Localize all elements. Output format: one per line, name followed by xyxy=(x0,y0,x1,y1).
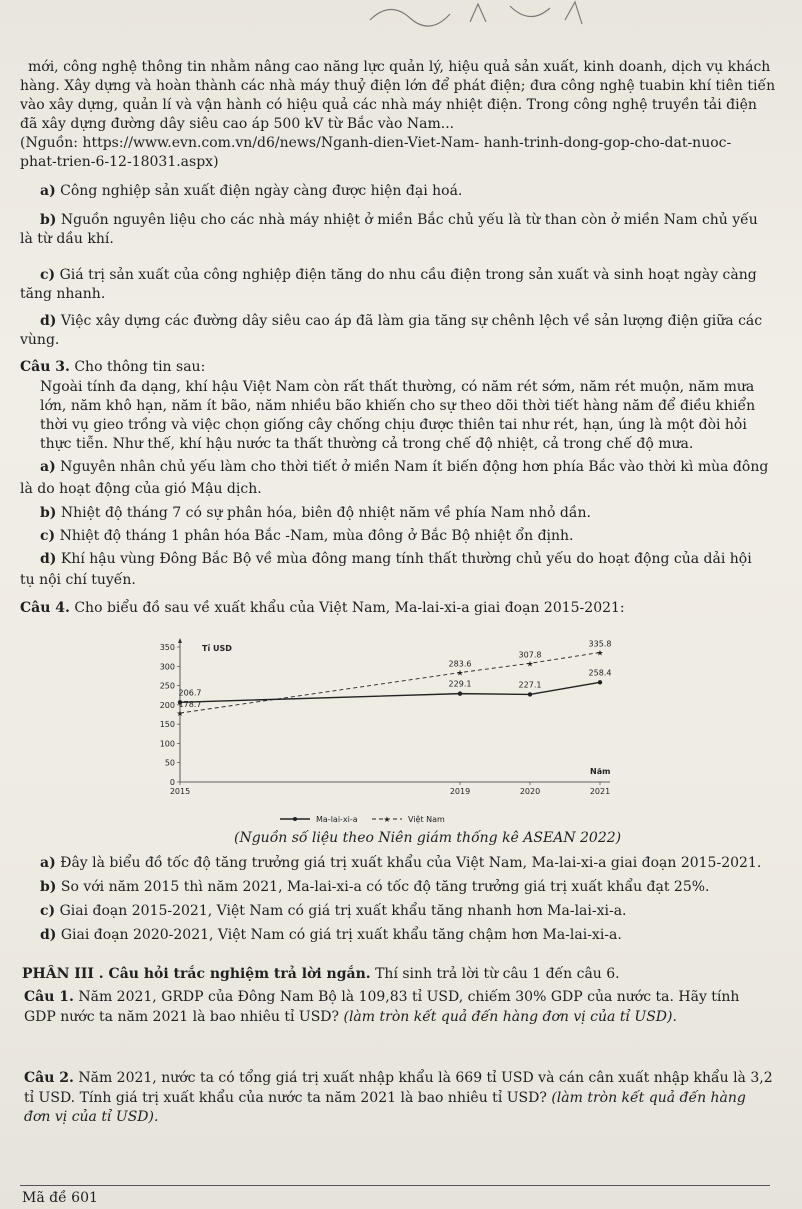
y-axis-title: Tỉ USD xyxy=(202,644,232,653)
q2-option-c-cont: tăng nhanh. xyxy=(20,286,106,302)
q4-option-b: b) So với năm 2015 thì năm 2021, Ma-lai-xi-a có tốc độ tăng trưởng giá trị xuất khẩu đạt 25%. xyxy=(40,879,710,895)
y-tick-label: 50 xyxy=(164,758,175,768)
q3-text-2: lớn, năm khô hạn, năm ít bão, năm nhiều bão khiến cho sự theo dõi thời tiết hàng năm để điều khiển xyxy=(40,398,756,414)
export-line-chart xyxy=(150,632,630,832)
y-tick-label: 150 xyxy=(159,720,175,730)
q3-option-d-cont: tụ nội chí tuyến. xyxy=(20,572,136,588)
data-label: 283.6 xyxy=(448,659,472,669)
q4-title: Câu 4. Cho biểu đồ sau về xuất khẩu của Việt Nam, Ma-lai-xi-a giai đoạn 2015-2021: xyxy=(20,600,625,616)
footer-divider xyxy=(20,1185,770,1186)
series-point-viet-nam: ★ xyxy=(596,648,604,658)
series-point-malaysia xyxy=(598,680,602,684)
series-point-malaysia xyxy=(528,692,532,696)
q3-option-b: b) Nhiệt độ tháng 7 có sự phân hóa, biên độ nhiệt năm về phía Nam nhỏ dần. xyxy=(40,505,591,521)
part3-q1-line-1: Câu 1. Năm 2021, GRDP của Đông Nam Bộ là 109,83 tỉ USD, chiếm 30% GDP của nước ta. Hãy tính xyxy=(24,989,740,1005)
y-tick-label: 200 xyxy=(159,700,175,710)
q3-text-3: thời vụ gieo trồng và việc chọn giống cây chống chịu được thiên tai như rét, hạn, úng là một đòi hỏi xyxy=(40,417,747,433)
data-label: 229.1 xyxy=(448,679,472,689)
x-tick-label: 2015 xyxy=(169,787,191,796)
q2-option-b: b) Nguồn nguyên liệu cho các nhà máy nhiệt ở miền Bắc chủ yếu là từ than còn ở miền Nam chủ yếu xyxy=(40,212,758,228)
intro-line-1: mới, công nghệ thông tin nhằm nâng cao năng lực quản lý, hiệu quả sản xuất, kinh doanh, dịch vụ khách xyxy=(28,59,771,75)
series-point-viet-nam: ★ xyxy=(456,668,464,678)
q2-option-b-cont: là từ dầu khí. xyxy=(20,231,114,247)
q2-option-d-cont: vùng. xyxy=(20,332,60,348)
source-line-1: (Nguồn: https://www.evn.com.vn/d6/news/Nganh-dien-Viet-Nam- hanh-trinh-dong-gop-cho-dat-nuoc- xyxy=(20,135,732,151)
part3-q2-line-3: đơn vị của tỉ USD). xyxy=(24,1109,159,1125)
data-label: 335.8 xyxy=(588,639,612,649)
intro-line-2: hàng. Xây dựng và hoàn thành các nhà máy thuỷ điện lớn để phát điện; đưa công nghệ tuabin khí tiên tiến xyxy=(20,78,776,94)
handwriting-scribble xyxy=(360,0,620,30)
y-tick-label: 100 xyxy=(159,739,175,749)
intro-line-3: vào xây dựng, quản lí và vận hành có hiệu quả các nhà máy nhiệt điện. Trong công nghệ truyền tải điện xyxy=(20,97,757,113)
x-tick-label: 2020 xyxy=(519,787,541,796)
q4-option-a: a) Đây là biểu đồ tốc độ tăng trưởng giá trị xuất khẩu của Việt Nam, Ma-lai-xi-a giai đoạn 2015-2021. xyxy=(40,855,762,871)
y-tick-label: 250 xyxy=(159,681,175,691)
q3-text-4: thực tiễn. Như thế, khí hậu nước ta thất thường cả trong chế độ nhiệt, cả trong chế độ mưa. xyxy=(40,436,694,452)
part3-q2-line-1: Câu 2. Năm 2021, nước ta có tổng giá trị xuất nhập khẩu là 669 tỉ USD và cán cân xuất nhập khẩu là 3,2 xyxy=(24,1070,773,1086)
q2-option-a: a) Công nghiệp sản xuất điện ngày càng được hiện đại hoá. xyxy=(40,183,463,199)
legend-marker-viet-nam: ★ xyxy=(383,815,391,824)
q4-option-c: c) Giai đoạn 2015-2021, Việt Nam có giá trị xuất khẩu tăng nhanh hơn Ma-lai-xi-a. xyxy=(40,903,627,919)
q3-text-1: Ngoài tính đa dạng, khí hậu Việt Nam còn rất thất thường, có năm rét sớm, năm rét muộn, năm mưa xyxy=(40,379,755,395)
exam-code: Mã đề 601 xyxy=(22,1190,98,1206)
q3-option-c: c) Nhiệt độ tháng 1 phân hóa Bắc -Nam, mùa đông ở Bắc Bộ nhiệt ổn định. xyxy=(40,528,574,544)
x-tick-label: 2019 xyxy=(449,787,471,796)
series-point-malaysia xyxy=(458,691,462,695)
part3-q1-line-2: GDP nước ta năm 2021 là bao nhiêu tỉ USD? (làm tròn kết quả đến hàng đơn vị của tỉ USD). xyxy=(24,1009,677,1025)
intro-line-4: đã xây dựng đường dây siêu cao áp 500 kV từ Bắc vào Nam... xyxy=(20,116,455,132)
y-axis-arrow xyxy=(178,638,182,643)
data-label: 178.7 xyxy=(178,700,202,710)
data-label: 227.1 xyxy=(518,680,542,690)
chart-canvas xyxy=(150,632,630,832)
legend-label-viet-nam: Việt Nam xyxy=(408,815,445,824)
data-label: 258.4 xyxy=(588,668,612,678)
source-line-2: phat-trien-6-12-18031.aspx) xyxy=(20,154,219,170)
y-tick-label: 350 xyxy=(159,643,175,652)
legend-marker-malaysia xyxy=(293,817,297,821)
chart-source-caption: (Nguồn số liệu theo Niên giám thống kê ASEAN 2022) xyxy=(234,830,622,846)
y-tick-label: 0 xyxy=(169,778,175,787)
series-point-viet-nam: ★ xyxy=(526,659,534,669)
data-label: 206.7 xyxy=(178,688,202,698)
q2-option-c: c) Giá trị sản xuất của công nghiệp điện tăng do nhu cầu điện trong sản xuất và sinh hoạt ngày càng xyxy=(40,267,757,283)
series-point-viet-nam: ★ xyxy=(176,709,184,719)
q3-option-a-cont: là do hoạt động của gió Mậu dịch. xyxy=(20,481,262,497)
part3-title: PHẦN III . Câu hỏi trắc nghiệm trả lời ngắn. Thí sinh trả lời từ câu 1 đến câu 6. xyxy=(22,966,620,982)
q3-option-d: d) Khí hậu vùng Đông Bắc Bộ về mùa đông mang tính thất thường chủ yếu do hoạt động của dải hội xyxy=(40,551,752,567)
part3-q2-line-2: tỉ USD. Tính giá trị xuất khẩu của nước ta năm 2021 là bao nhiêu tỉ USD? (làm tròn kết quả đến hàng xyxy=(24,1090,746,1106)
q3-option-a: a) Nguyên nhân chủ yếu làm cho thời tiết ở miền Nam ít biến động hơn phía Bắc vào thời kì mùa đông xyxy=(40,459,769,475)
x-tick-label: 2021 xyxy=(589,787,611,796)
legend-label-malaysia: Ma-lai-xi-a xyxy=(316,815,358,824)
q4-option-d: d) Giai đoạn 2020-2021, Việt Nam có giá trị xuất khẩu tăng chậm hơn Ma-lai-xi-a. xyxy=(40,927,622,943)
x-axis-title: Năm xyxy=(590,767,611,776)
data-label: 307.8 xyxy=(518,650,542,660)
q3-title: Câu 3. Cho thông tin sau: xyxy=(20,359,206,375)
y-tick-label: 300 xyxy=(159,662,175,672)
q2-option-d: d) Việc xây dựng các đường dây siêu cao áp đã làm gia tăng sự chênh lệch về sản lượng điện giữa các xyxy=(40,313,763,329)
